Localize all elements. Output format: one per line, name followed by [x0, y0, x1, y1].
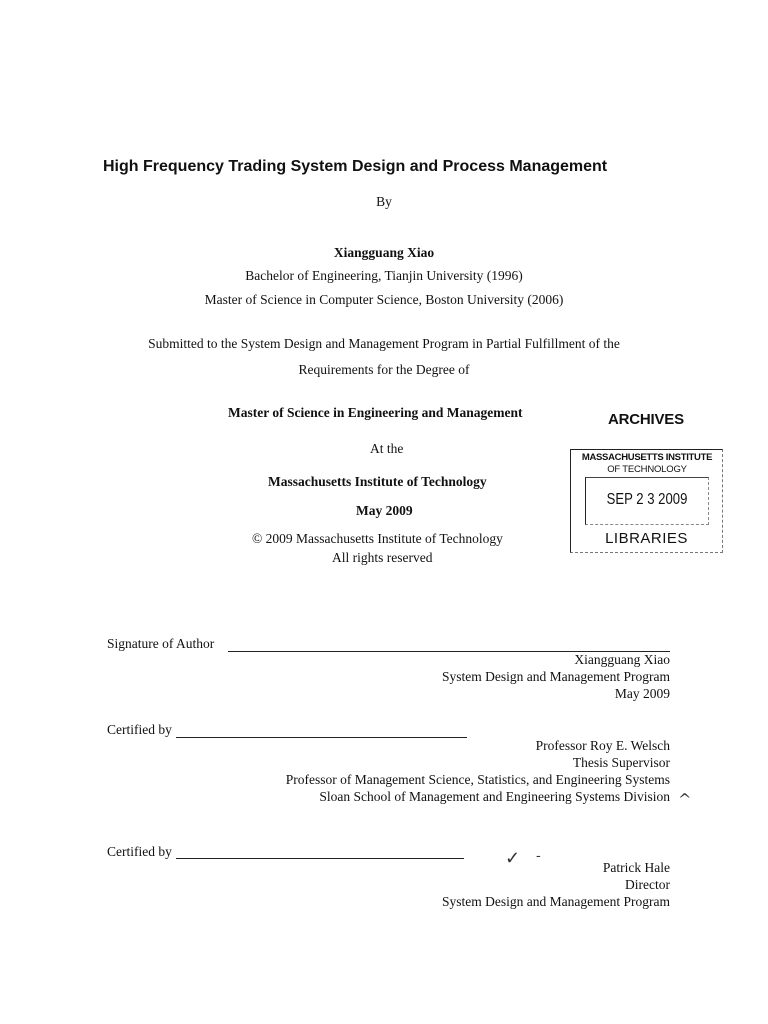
- signature-author-label: Signature of Author: [107, 636, 215, 651]
- director-name: Patrick Hale: [602, 860, 670, 875]
- signature-caret-mark: ^: [678, 790, 692, 809]
- certified-director-line: [176, 858, 464, 859]
- copyright-line: © 2009 Massachusetts Institute of Technology: [252, 531, 503, 546]
- institution-name: Massachusetts Institute of Technology: [268, 474, 487, 489]
- thesis-title: High Frequency Trading System Design and Process Management: [103, 158, 608, 175]
- supervisor-name: Professor Roy E. Welsch: [535, 738, 670, 753]
- supervisor-school: Sloan School of Management and Engineering Systems Division: [319, 789, 670, 804]
- author-name: Xiangguang Xiao: [333, 245, 435, 260]
- signature-check-mark: ✓: [505, 848, 521, 869]
- certified-director-label: Certified by: [107, 844, 172, 859]
- author-degree-master: Master of Science in Computer Science, Boston University (2006): [204, 292, 564, 307]
- signature-author-program: System Design and Management Program: [442, 669, 670, 684]
- submission-line-2: Requirements for the Degree of: [298, 362, 470, 377]
- supervisor-title: Professor of Management Science, Statistics, and Engineering Systems: [285, 772, 670, 787]
- archives-stamp-label: ARCHIVES: [608, 411, 684, 428]
- library-received-stamp: [570, 449, 723, 553]
- director-role: Director: [625, 877, 670, 892]
- at-the-label: At the: [370, 441, 404, 456]
- stamp-date: SEP 2 3 2009: [606, 491, 688, 508]
- stamp-of-technology: OF TECHNOLOGY: [607, 464, 687, 475]
- stamp-institute: MASSACHUSETTS INSTITUTE: [581, 452, 713, 463]
- director-program: System Design and Management Program: [442, 894, 670, 909]
- certified-supervisor-line: [176, 737, 467, 738]
- degree-title: Master of Science in Engineering and Management: [228, 405, 523, 420]
- by-label: By: [376, 194, 392, 209]
- supervisor-role: Thesis Supervisor: [572, 755, 670, 770]
- signature-author-date: May 2009: [614, 686, 670, 701]
- signature-author-name: Xiangguang Xiao: [574, 652, 670, 667]
- certified-supervisor-label: Certified by: [107, 722, 172, 737]
- submission-date: May 2009: [356, 503, 413, 518]
- submission-line-1: Submitted to the System Design and Management Program in Partial Fulfillment of the: [148, 336, 620, 351]
- rights-reserved: All rights reserved: [332, 550, 433, 565]
- author-degree-bachelor: Bachelor of Engineering, Tianjin University (1996): [245, 268, 523, 283]
- signature-dash-mark: -: [536, 848, 541, 864]
- stamp-date-box: [585, 477, 709, 525]
- stamp-libraries: LIBRARIES: [605, 530, 688, 547]
